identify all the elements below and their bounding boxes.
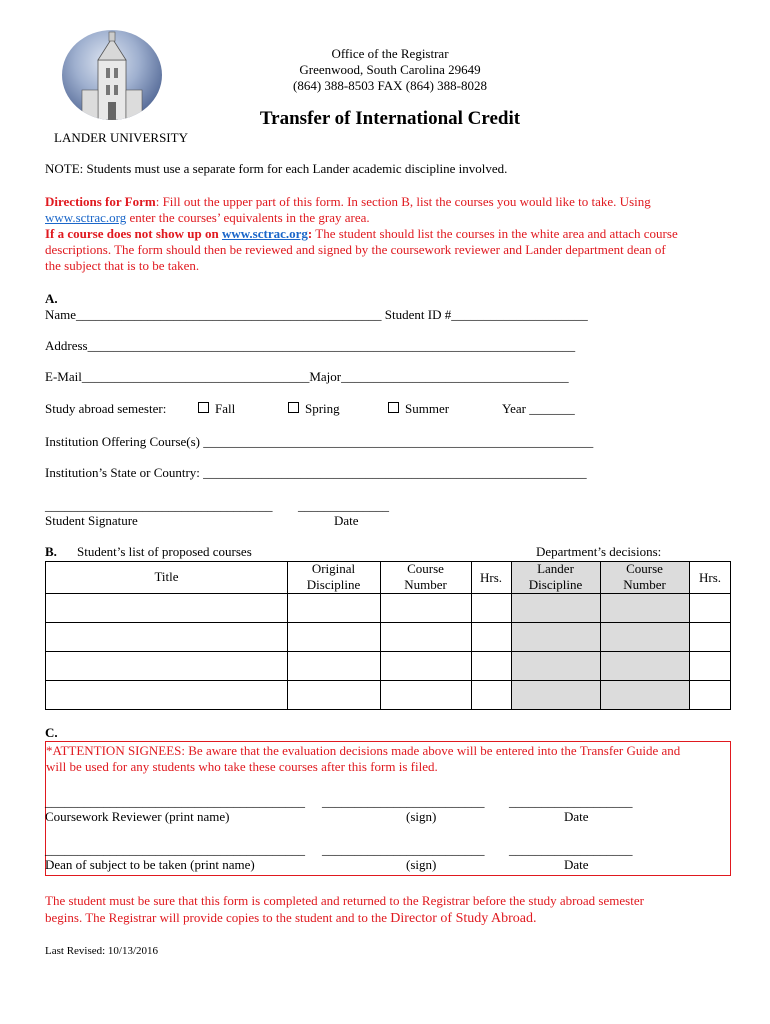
university-name: LANDER UNIVERSITY bbox=[54, 130, 188, 145]
col-original-header-1: Original bbox=[311, 561, 356, 576]
if-course-colon: : bbox=[307, 226, 313, 241]
directions-text-3: The student should list the courses in the white area and attach course bbox=[312, 226, 678, 241]
section-c-label: C. bbox=[45, 725, 58, 740]
spring-checkbox[interactable] bbox=[288, 401, 340, 417]
section-a-label: A. bbox=[45, 291, 58, 306]
address-field[interactable]: Address___________________________________________________________________________ bbox=[45, 338, 576, 353]
university-seal-logo bbox=[62, 30, 162, 120]
footer-line-1: The student must be sure that this form is completed and returned to the Registrar before the study abroad semester bbox=[45, 893, 644, 908]
dean-name-line[interactable]: ________________________________________ bbox=[45, 842, 305, 857]
col-title-header: Title bbox=[154, 569, 179, 584]
reviewer-sign-label: (sign) bbox=[406, 809, 437, 824]
table-row[interactable] bbox=[46, 594, 730, 622]
footer-line-2 bbox=[45, 910, 536, 927]
email-major-field[interactable]: E-Mail___________________________________Major___________________________________ bbox=[45, 369, 569, 384]
state-country-field[interactable]: Institution’s State or Country: ___________________________________________________________ bbox=[45, 465, 587, 480]
col-lander-header-1: Lander bbox=[537, 561, 574, 576]
directions-label: Directions for Form bbox=[45, 194, 156, 209]
footer-line-2-text: begins. The Registrar will provide copies to the student and to the bbox=[45, 910, 391, 925]
section-b-label: B. bbox=[45, 544, 57, 559]
reviewer-sign-line[interactable]: _________________________ bbox=[322, 794, 485, 809]
reviewer-date-line[interactable]: ___________________ bbox=[509, 794, 633, 809]
dean-sign-line[interactable]: _________________________ bbox=[322, 842, 485, 857]
col-dept-course-header-2: Number bbox=[623, 577, 666, 592]
directions-line-2 bbox=[45, 210, 370, 226]
directions-line-4: descriptions. The form should then be reviewed and signed by the coursework reviewer and Lander department dean of bbox=[45, 242, 666, 257]
col-course-header-1: Course bbox=[407, 561, 444, 576]
col-dept-course-header-1: Course bbox=[626, 561, 663, 576]
checkbox-icon bbox=[198, 402, 209, 413]
dean-date-line[interactable]: ___________________ bbox=[509, 842, 633, 857]
fall-label: Fall bbox=[215, 401, 236, 416]
summer-label: Summer bbox=[405, 401, 450, 416]
fall-checkbox[interactable] bbox=[198, 401, 235, 417]
directions-text-2: enter the courses’ equivalents in the gray area. bbox=[126, 210, 370, 225]
col-lander-header-2: Discipline bbox=[528, 577, 583, 592]
name-and-id-field[interactable]: Name_______________________________________________ Student ID #_____________________ bbox=[45, 307, 588, 322]
directions-line-3 bbox=[45, 226, 678, 242]
summer-checkbox[interactable] bbox=[388, 401, 449, 417]
last-revised: Last Revised: 10/13/2016 bbox=[45, 945, 159, 957]
courses-table bbox=[45, 561, 731, 710]
study-abroad-label: Study abroad semester: bbox=[45, 401, 167, 416]
table-row[interactable] bbox=[46, 681, 730, 709]
attention-line-2: will be used for any students who take these courses after this form is filed. bbox=[46, 759, 438, 774]
proposed-courses-caption: Student’s list of proposed courses bbox=[77, 544, 252, 559]
signature-line[interactable]: ___________________________________ bbox=[45, 498, 273, 513]
directions-text-1: : Fill out the upper part of this form. In section B, list the courses you would like to take. Using bbox=[155, 194, 651, 209]
col-dept-hrs-header: Hrs. bbox=[698, 570, 722, 585]
table-row[interactable] bbox=[46, 623, 730, 651]
note-text: NOTE: Students must use a separate form for each Lander academic discipline involved. bbox=[45, 161, 508, 176]
student-signature-label: Student Signature bbox=[45, 513, 138, 528]
checkbox-icon bbox=[388, 402, 399, 413]
reviewer-name-line[interactable]: ________________________________________ bbox=[45, 794, 305, 809]
registrar-office: Office of the Registrar bbox=[331, 46, 449, 61]
dean-date-label: Date bbox=[564, 857, 589, 872]
registrar-city: Greenwood, South Carolina 29649 bbox=[299, 62, 481, 77]
institution-field[interactable]: Institution Offering Course(s) ____________________________________________________________ bbox=[45, 434, 594, 449]
dean-label: Dean of subject to be taken (print name) bbox=[45, 857, 255, 872]
directions-line-5: the subject that is to be taken. bbox=[45, 258, 200, 273]
student-date-label: Date bbox=[334, 513, 359, 528]
directions-line-1 bbox=[45, 194, 735, 210]
department-decisions-caption: Department’s decisions: bbox=[536, 544, 662, 559]
col-hrs-header: Hrs. bbox=[479, 570, 503, 585]
dean-sign-label: (sign) bbox=[406, 857, 437, 872]
sctrac-link-2[interactable]: www.sctrac.org bbox=[221, 226, 308, 241]
if-course-label: If a course does not show up on bbox=[45, 226, 222, 241]
sctrac-link-1[interactable]: www.sctrac.org bbox=[45, 210, 127, 225]
table-row[interactable] bbox=[46, 652, 730, 680]
page-title: Transfer of International Credit bbox=[259, 108, 521, 129]
col-course-header-2: Number bbox=[404, 577, 447, 592]
checkbox-icon bbox=[288, 402, 299, 413]
reviewer-date-label: Date bbox=[564, 809, 589, 824]
spring-label: Spring bbox=[305, 401, 340, 416]
tower-icon bbox=[62, 30, 162, 120]
registrar-phone: (864) 388-8503 FAX (864) 388-8028 bbox=[292, 78, 488, 93]
reviewer-label: Coursework Reviewer (print name) bbox=[45, 809, 230, 824]
col-original-header-2: Discipline bbox=[306, 577, 361, 592]
attention-line-1: *ATTENTION SIGNEES: Be aware that the evaluation decisions made above will be entered into the Transfer Guide and bbox=[46, 743, 681, 758]
date-line[interactable]: ______________ bbox=[298, 498, 389, 513]
year-field[interactable]: Year _______ bbox=[502, 401, 575, 416]
director-study-abroad: Director of Study Abroad. bbox=[390, 911, 537, 926]
